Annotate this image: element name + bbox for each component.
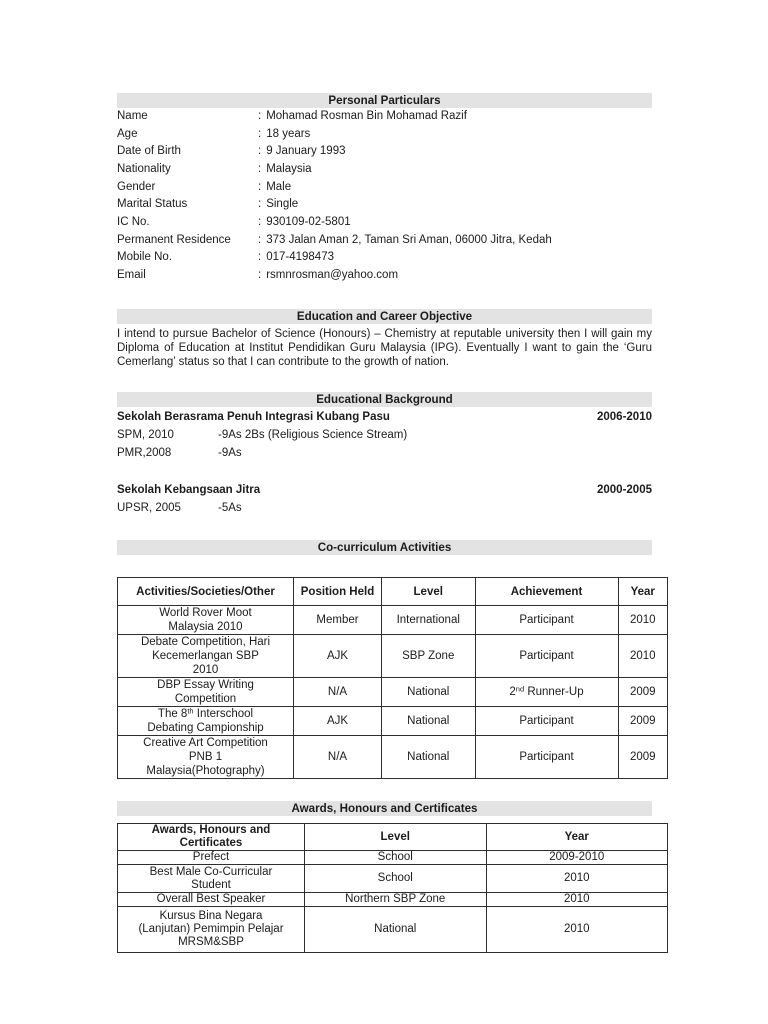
column-header-position: Position Held	[294, 578, 382, 606]
cell-level: SBP Zone	[382, 635, 476, 678]
section-header-educational-background: Educational Background	[117, 392, 652, 407]
ordinal-superscript: nd	[515, 684, 525, 694]
cell-achievement: Participant	[475, 707, 618, 736]
field-label: IC No.	[117, 215, 150, 228]
cell-level: School	[305, 865, 487, 893]
personal-row-date-of-birth	[117, 143, 652, 161]
exam-name: PMR,2008	[117, 446, 172, 459]
column-header-achievement: Achievement	[475, 578, 618, 606]
field-value: 9 January 1993	[266, 145, 346, 158]
field-label: Permanent Residence	[117, 233, 231, 246]
cell-position: N/A	[294, 678, 382, 707]
field-separator: :	[258, 215, 262, 228]
cell-award: Best Male Co-Curricular Student	[118, 865, 305, 893]
cell-position: AJK	[294, 635, 382, 678]
activity-text: Interschool Debating Campionship	[147, 708, 264, 735]
field-separator: :	[258, 110, 262, 122]
field-separator: :	[258, 127, 262, 140]
education-list	[117, 409, 668, 517]
personal-row-ic-no	[117, 214, 652, 232]
exam-grade: -5As	[218, 501, 242, 514]
personal-details-list	[117, 108, 668, 285]
section-header-personal-particulars: Personal Particulars	[117, 93, 652, 108]
field-label: Date of Birth	[117, 145, 181, 158]
cell-award: Overall Best Speaker	[118, 893, 305, 907]
cell-year: 2010	[618, 606, 668, 635]
column-header-award: Awards, Honours and Certificates	[118, 824, 305, 851]
cell-level: National	[382, 707, 476, 736]
school-years: 2000-2005	[597, 484, 652, 497]
cell-position: AJK	[294, 707, 382, 736]
school-entry-sbp	[117, 409, 652, 427]
table-row	[118, 606, 668, 635]
cell-position: Member	[294, 606, 382, 635]
cell-year: 2009	[618, 707, 668, 736]
field-separator: :	[258, 268, 262, 281]
cell-achievement	[475, 678, 618, 707]
field-value: Malaysia	[266, 162, 312, 175]
column-header-level: Level	[382, 578, 476, 606]
cell-achievement: Participant	[475, 606, 618, 635]
table-row	[118, 635, 668, 678]
cocurriculum-table	[117, 577, 668, 779]
cell-level: National	[382, 736, 476, 779]
cell-activity: Debate Competition, Hari Kecemerlangan SBP 2010	[118, 635, 294, 678]
exam-grade: -9As 2Bs (Religious Science Stream)	[218, 429, 408, 442]
personal-row-name	[117, 108, 652, 126]
cell-level: National	[305, 907, 487, 953]
field-label: Age	[117, 127, 138, 140]
cell-level: Northern SBP Zone	[305, 893, 487, 907]
exam-name: UPSR, 2005	[117, 501, 181, 514]
field-label: Gender	[117, 180, 156, 193]
field-separator: :	[258, 198, 262, 211]
awards-header-row	[118, 824, 668, 851]
cell-activity: DBP Essay Writing Competition	[118, 678, 294, 707]
table-row	[118, 893, 668, 907]
exam-result-spm	[117, 427, 652, 445]
column-header-level: Level	[305, 824, 487, 851]
field-value: Mohamad Rosman Bin Mohamad Razif	[266, 110, 467, 122]
field-separator: :	[258, 145, 262, 158]
field-label: Email	[117, 268, 146, 281]
achievement-text: Runner-Up	[524, 686, 584, 699]
personal-row-marital-status	[117, 196, 652, 214]
field-value: 18 years	[266, 127, 311, 140]
objective-paragraph: I intend to pursue Bachelor of Science (Honours) – Chemistry at reputable university then I will gain my Diploma of Education at Institut Pendidikan Guru Malaysia (IPG). Eventually I want to gain the ‘Guru Cemerlang’ status so that I can contribute to the growth of nation.	[117, 327, 652, 369]
awards-table	[117, 823, 668, 953]
field-separator: :	[258, 251, 262, 264]
field-separator: :	[258, 180, 262, 193]
field-label: Marital Status	[117, 198, 188, 211]
cell-activity: Creative Art Competition PNB 1 Malaysia(Photography)	[118, 736, 294, 779]
cell-activity	[118, 707, 294, 736]
table-row	[118, 707, 668, 736]
field-label: Nationality	[117, 162, 171, 175]
activity-text: The 8	[157, 708, 188, 721]
table-row	[118, 736, 668, 779]
field-value: 930109-02-5801	[266, 215, 351, 228]
field-value: Male	[266, 180, 292, 193]
achievement-text: 2	[509, 686, 516, 699]
field-label: Mobile No.	[117, 251, 172, 264]
personal-row-gender	[117, 179, 652, 197]
cell-year: 2009	[618, 678, 668, 707]
field-value: Single	[266, 198, 299, 211]
school-years: 2006-2010	[597, 411, 652, 424]
section-header-cocurriculum: Co-curriculum Activities	[117, 540, 652, 555]
cell-activity: World Rover Moot Malaysia 2010	[118, 606, 294, 635]
cell-achievement: Participant	[475, 736, 618, 779]
cell-year: 2010	[486, 907, 668, 953]
table-row	[118, 907, 668, 953]
field-separator: :	[258, 233, 262, 246]
exam-grade: -9As	[218, 446, 242, 459]
personal-row-permanent-residence	[117, 232, 652, 250]
field-label: Name	[117, 110, 148, 122]
cell-year: 2009-2010	[486, 851, 668, 865]
table-row	[118, 678, 668, 707]
column-header-activities: Activities/Societies/Other	[118, 578, 294, 606]
section-header-awards: Awards, Honours and Certificates	[117, 801, 652, 816]
field-value: 373 Jalan Aman 2, Taman Sri Aman, 06000 Jitra, Kedah	[266, 233, 552, 246]
table-row	[118, 865, 668, 893]
personal-row-mobile-no	[117, 249, 652, 267]
cell-award: Kursus Bina Negara (Lanjutan) Pemimpin Pelajar MRSM&SBP	[118, 907, 305, 953]
field-value: 017-4198473	[266, 251, 334, 264]
cell-award: Prefect	[118, 851, 305, 865]
cell-year: 2010	[486, 893, 668, 907]
personal-row-age	[117, 126, 652, 144]
cell-level: National	[382, 678, 476, 707]
column-header-year: Year	[618, 578, 668, 606]
cell-year: 2010	[486, 865, 668, 893]
table-row	[118, 851, 668, 865]
cell-level: School	[305, 851, 487, 865]
section-header-career-objective: Education and Career Objective	[117, 309, 652, 324]
school-entry-sk-jitra	[117, 482, 652, 500]
cell-achievement: Participant	[475, 635, 618, 678]
cocurriculum-header-row	[118, 578, 668, 606]
column-header-year: Year	[486, 824, 668, 851]
cell-position: N/A	[294, 736, 382, 779]
resume-content	[117, 93, 668, 953]
email-value: rsmnrosman@yahoo.com	[266, 268, 399, 281]
personal-row-nationality	[117, 161, 652, 179]
exam-name: SPM, 2010	[117, 429, 174, 442]
exam-result-upsr	[117, 500, 652, 518]
cell-level: International	[382, 606, 476, 635]
school-name: Sekolah Kebangsaan Jitra	[117, 484, 261, 497]
personal-row-email	[117, 267, 652, 285]
field-separator: :	[258, 162, 262, 175]
cell-year: 2009	[618, 736, 668, 779]
school-name: Sekolah Berasrama Penuh Integrasi Kubang Pasu	[117, 411, 390, 424]
exam-result-pmr	[117, 445, 652, 463]
ordinal-superscript: th	[187, 706, 194, 716]
cell-year: 2010	[618, 635, 668, 678]
